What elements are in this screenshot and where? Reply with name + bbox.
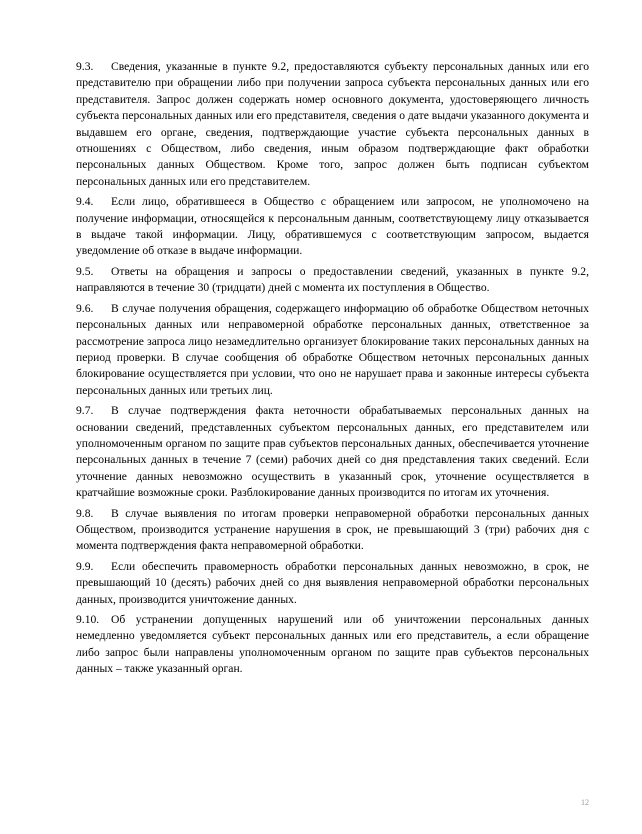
clause-number: 9.4. — [76, 195, 94, 209]
clause-number: 9.7. — [76, 404, 94, 418]
clause-number: 9.10. — [76, 613, 100, 626]
clause-9-6 — [76, 301, 589, 399]
clause-9-9 — [76, 559, 589, 608]
clause-text: Об устранении допущенных нарушений или об уничтожении персональных данных немедленно уведомляется субъект персональных данных или его представитель, а если обращение либо запрос были направлены уполномоченным органом по защите прав субъектов персональных данных – также указанный орган. — [76, 613, 589, 676]
page-number: 12 — [581, 798, 589, 807]
clause-9-3 — [76, 59, 589, 190]
clause-9-7 — [76, 403, 589, 501]
clause-text: Сведения, указанные в пункте 9.2, предоставляются субъекту персональных данных или его представителю при обращении либо при получении запроса субъекта персональных данных или его представителя. Запрос должен содержать номер основного документа, удостоверяющего личность субъекта персональных данных или его представителя, сведения о дате выдачи указанного документа и выдавшем его органе, сведения, подтверждающие участие субъекта персональных данных в отношениях с Обществом, либо сведения, иным образом подтверждающие факт обработки персональных данных Обществом. Кроме того, запрос должен быть подписан субъектом персональных данных или его представителем. — [76, 60, 589, 188]
clause-number: 9.8. — [76, 506, 94, 520]
clause-text: Если лицо, обратившееся в Общество с обращением или запросом, не уполномочено на получение информации, относящейся к персональным данным, соответствующему лицу отказывается в выдаче такой информации. Лицу, обратившемуся с соответствующим запросом, выдается уведомление об отказе в выдаче информации. — [76, 195, 589, 258]
clause-number: 9.3. — [76, 60, 94, 73]
clause-9-5 — [76, 264, 589, 297]
clause-text: В случае выявления по итогам проверки неправомерной обработки персональных данных Обществом, производится устранение нарушения в срок, не превышающий 3 (три) рабочих дня с момента подтверждения факта неправомерной обработки. — [76, 506, 589, 553]
clause-9-8 — [76, 506, 589, 555]
clause-9-10 — [76, 612, 589, 678]
clause-text: Если обеспечить правомерность обработки персональных данных невозможно, в срок, не превышающий 10 (десять) рабочих дней со дня выявления неправомерной обработки персональных данных, производится уничтожение данных. — [76, 559, 589, 606]
document-body — [76, 59, 589, 682]
clause-number: 9.5. — [76, 264, 94, 278]
clause-text: В случае получения обращения, содержащего информацию об обработке Обществом неточных персональных данных или неправомерной обработке персональных данных, ответственное за рассмотрение запроса лицо незамедлительно организует блокирование таких персональных данных на период проверки. В случае сообщения об обработке Обществом неточных персональных данных блокирование осуществляется при условии, что оно не нарушает права и законные интересы субъекта персональных данных или третьих лиц. — [76, 301, 589, 397]
clause-text: В случае подтверждения факта неточности обрабатываемых персональных данных на основании сведений, представленных субъектом персональных данных, его представителем или уполномоченным органом по защите прав субъектов персональных данных, обеспечивается уточнение персональных данных в течение 7 (семи) рабочих дней со дня представления таких сведений. Если уточнение данных невозможно осуществить в указанный срок, уточнение осуществляется в кратчайшие возможные сроки. Разблокирование данных производится по итогам их уточнения. — [76, 404, 589, 500]
clause-9-4 — [76, 194, 589, 260]
clause-number: 9.9. — [76, 559, 94, 573]
clause-text: Ответы на обращения и запросы о предоставлении сведений, указанных в пункте 9.2, направляются в течение 30 (тридцати) дней с момента их поступления в Общество. — [76, 264, 589, 295]
clause-number: 9.6. — [76, 301, 94, 315]
